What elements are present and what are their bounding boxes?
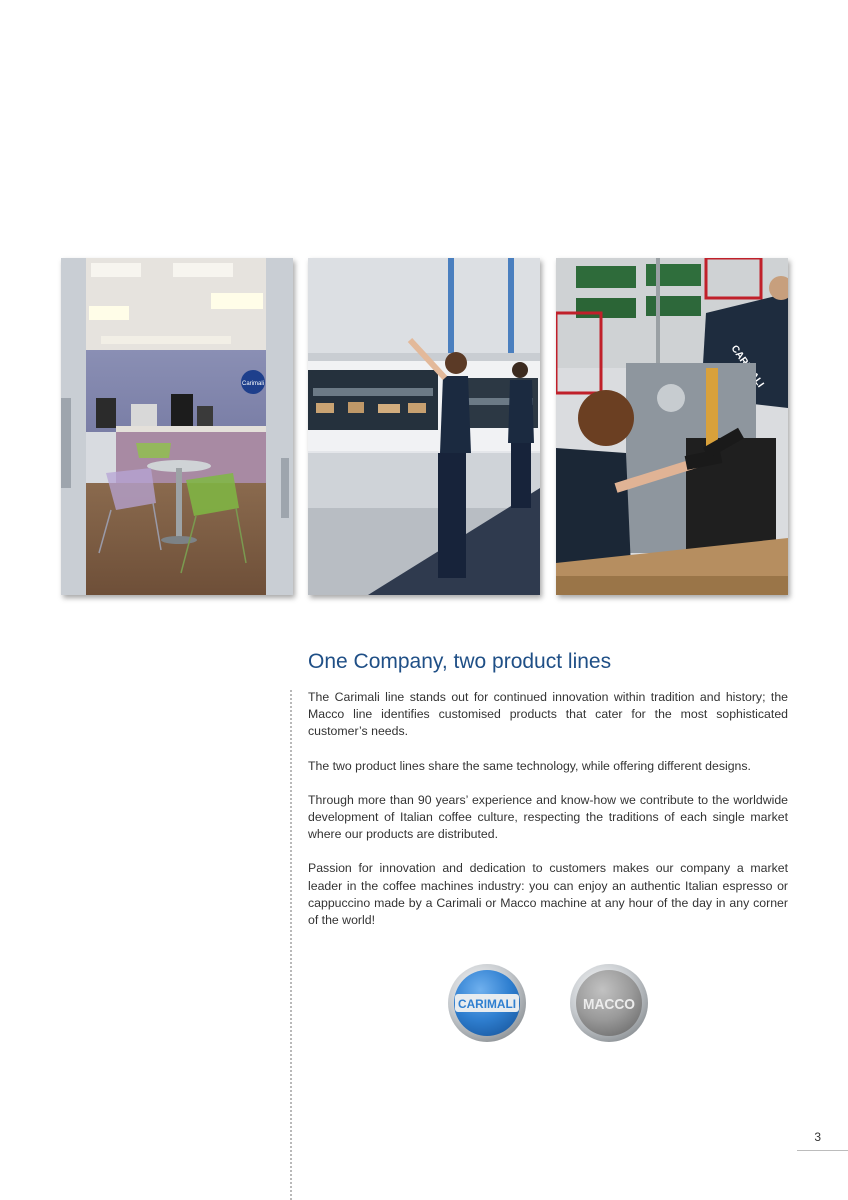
dotted-rule xyxy=(290,690,292,1200)
paragraph: The Carimali line stands out for continued innovation within tradition and history; the Macco line identifies customised products that cater for the most sophisticated customer’s needs. xyxy=(308,690,788,739)
carimali-logo-text: CARIMALI xyxy=(458,997,516,1011)
cafe-photo xyxy=(61,258,293,595)
warehouse-photo xyxy=(308,258,540,595)
carimali-logo xyxy=(447,963,527,1043)
macco-logo-text: MACCO xyxy=(583,996,636,1013)
macco-logo xyxy=(569,963,649,1043)
paragraph: The two product lines share the same technology, while offering different designs. xyxy=(308,758,751,773)
paragraph: Passion for innovation and dedication to customers makes our company a market leader in the coffee machines industry: you can enjoy an authentic Italian espresso or cappuccino made by a Carimali or Macco machine at any hour of the day in any corner of the world! xyxy=(308,861,788,928)
assembly-photo xyxy=(556,258,788,595)
article-body xyxy=(308,689,788,946)
page-number-rule xyxy=(797,1150,848,1151)
page-number: 3 xyxy=(814,1130,821,1144)
article-heading: One Company, two product lines xyxy=(308,650,612,673)
cafe-wall-sign: Carimali xyxy=(241,381,265,387)
paragraph: Through more than 90 years’ experience and know-how we contribute to the worldwide development of Italian coffee culture, respecting the traditions of each single market where our products are distributed. xyxy=(308,792,788,842)
